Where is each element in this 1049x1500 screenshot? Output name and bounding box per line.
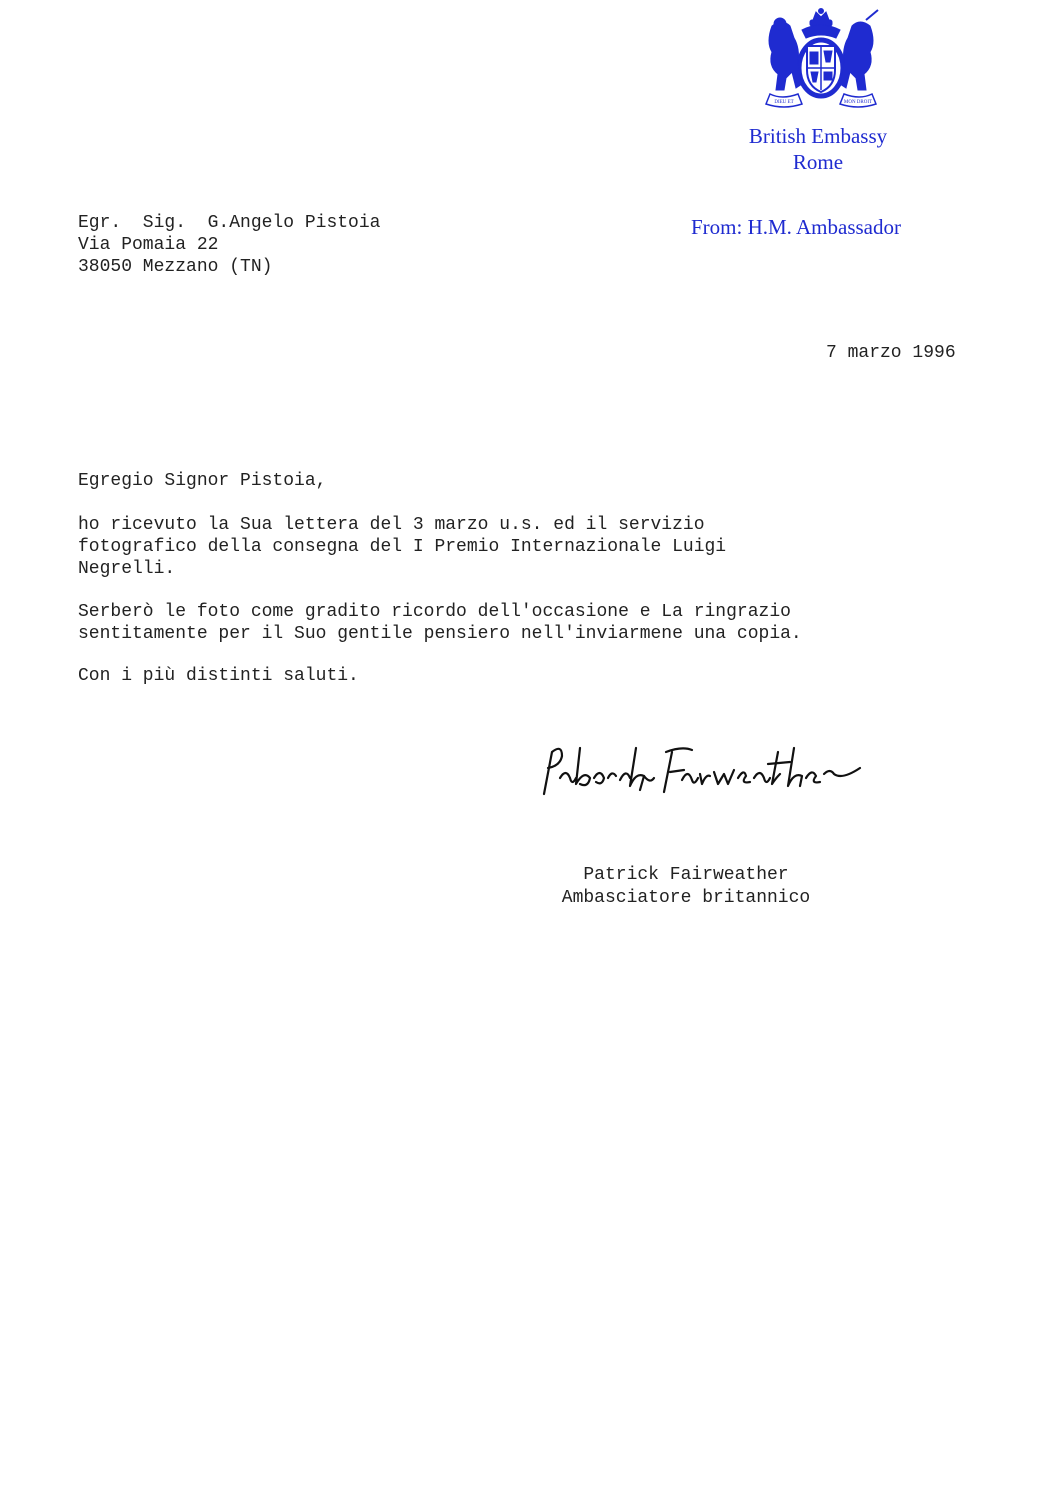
signer-block — [533, 864, 839, 910]
para1-line2: fotografico della consegna del I Premio Internazionale Luigi — [78, 537, 727, 557]
signer-name: Patrick Fairweather — [583, 865, 789, 885]
recipient-address — [78, 212, 380, 278]
salutation: Egregio Signor Pistoia, — [78, 471, 327, 491]
address-line2: Via Pomaia 22 — [78, 235, 219, 255]
from-line: From: H.M. Ambassador — [691, 215, 901, 239]
motto-right: MON DROIT — [843, 100, 873, 105]
address-line3: 38050 Mezzano (TN) — [78, 257, 273, 277]
letter-date: 7 marzo 1996 — [826, 343, 956, 363]
embassy-line2: Rome — [792, 150, 844, 174]
closing: Con i più distinti saluti. — [78, 666, 359, 686]
signer-title: Ambasciatore britannico — [561, 888, 811, 908]
coat-of-arms-icon — [758, 8, 884, 110]
para2-line2: sentitamente per il Suo gentile pensiero nell'inviarmene una copia. — [78, 624, 802, 644]
para1-line3: Negrelli. — [78, 559, 176, 579]
embassy-line1: British Embassy — [748, 124, 888, 148]
para1-line1: ho ricevuto la Sua lettera del 3 marzo u.s. ed il servizio — [78, 515, 705, 535]
motto-left: DIEU ET — [774, 100, 794, 105]
body-paragraph-1 — [78, 514, 726, 580]
embassy-name — [700, 123, 936, 175]
address-line1: Egr. Sig. G.Angelo Pistoia — [78, 213, 381, 233]
handwritten-signature — [532, 738, 877, 800]
body-paragraph-2 — [78, 601, 802, 645]
para2-line1: Serberò le foto come gradito ricordo dell'occasione e La ringrazio — [78, 602, 791, 622]
